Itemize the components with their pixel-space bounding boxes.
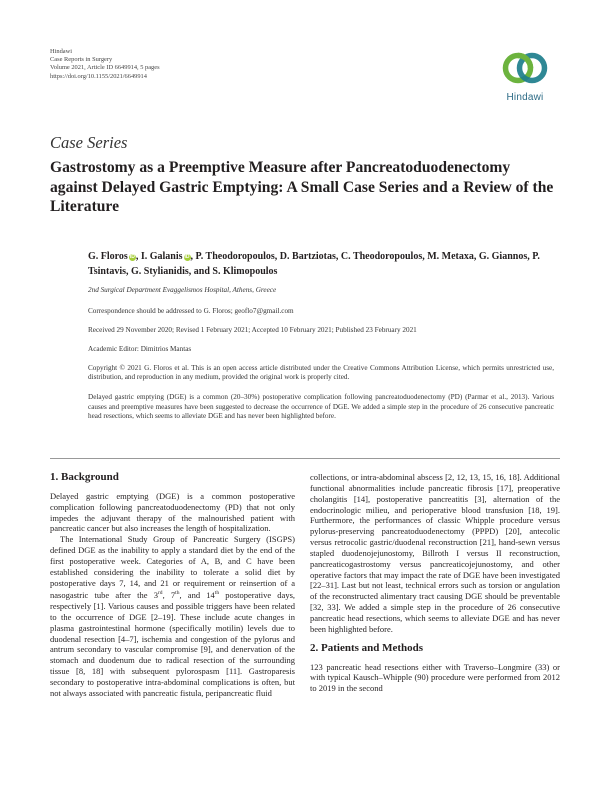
paragraph: Delayed gastric emptying (DGE) is a common postoperative complication following pancreatoduodenectomy (PD) that not only impedes the adjuvant therapy of the malnourished patient with pancreatic cancer but also increases the length of hospitalization. [50, 490, 295, 534]
journal-name: Case Reports in Surgery [50, 56, 113, 64]
correspondence: Correspondence should be addressed to G. Floros; geoflo7@gmail.com [88, 307, 294, 315]
paragraph [50, 534, 295, 698]
right-column [310, 472, 560, 694]
superscript: th [175, 590, 180, 597]
journal-meta [50, 48, 160, 81]
text-run: , and 14 [179, 590, 215, 601]
author-list [88, 250, 558, 279]
author-galanis[interactable]: , I. Galanis [135, 251, 183, 262]
text-run: , 7 [162, 590, 176, 601]
author-floros[interactable]: G. Floros [88, 251, 128, 262]
affiliation: 2nd Surgical Department Evaggelismos Hospital, Athens, Greece [88, 286, 277, 294]
orcid-icon[interactable]: iD [184, 254, 190, 260]
superscript: rd [157, 590, 163, 597]
hindawi-logo-icon [496, 48, 554, 92]
orcid-icon[interactable]: iD [129, 254, 135, 260]
academic-editor: Academic Editor: Dimitrios Mantas [88, 345, 192, 353]
publisher-name: Hindawi [50, 48, 73, 55]
publication-dates: Received 29 November 2020; Revised 1 February 2021; Accepted 10 February 2021; Published 23 February 2021 [88, 326, 417, 334]
article-title: Gastrostomy as a Preemptive Measure after Pancreatoduodenectomy against Delayed Gastric Emptying: A Small Case Series and a Review of the Literature [50, 159, 554, 215]
doi-link[interactable]: https://doi.org/10.1155/2021/6649914 [50, 72, 147, 80]
hindawi-logo[interactable] [496, 48, 554, 104]
section-heading-background: 1. Background [50, 471, 119, 483]
text-run: The International Study Group of Pancreatic Surgery (ISGPS) defined DGE as the inability to apply a standard diet by the end of the first postoperative week. Categories of A, B, and C have been established considering the inability to tolerate a solid diet by postoperative days 7, 14, and 21 or requirement or reinsertion of a nasogastric tube after the 3 [50, 534, 295, 601]
superscript: th [214, 590, 220, 597]
paragraph: 123 pancreatic head resections either with Traverso–Longmire (33) or with typical Kausch–Whipple (90) procedure were performed from 2012 to 2019 in the second [310, 661, 560, 694]
section-heading-methods: 2. Patients and Methods [310, 641, 424, 654]
logo-text: Hindawi [506, 92, 544, 103]
article-type: Case Series [50, 133, 128, 152]
abstract: Delayed gastric emptying (DGE) is a common (20–30%) postoperative complication following pancreatoduodenectomy (PD) (Parmar et al., 2013). Various causes and preemptive measures have been suggested to decrease the occurrence of DGE. We added a simple step in the procedure of 26 consecutive pancreatic head resections, which seems to alleviate DGE and has never been highlighted before. [88, 393, 554, 421]
left-column [50, 472, 295, 699]
copyright-notice: Copyright © 2021 G. Floros et al. This is an open access article distributed under the Creative Commons Attribution License, which permits unrestricted use, distribution, and reproduction in any medium, provided the original work is properly cited. [88, 364, 554, 382]
text-run: postoperative days, respectively [1]. Various causes and possible triggers have been related to the occurrence of DGE [2–19]. These include acute changes in plasma gastrointestinal hormone (specifically motilin) levels due to duodenal resection [4–7], ischemia and congestion of the pylorus and antrum secondary to vascular compromise [9], and denervation of the stomach and duodenum due to radical resection of the surrounding tissue [8, 18] with subsequent pylorospasm [11]. Gastroparesis secondary to postoperative intra-abdominal complications is often, but not always associated with pancreatic fistula, peripancreatic fluid [50, 590, 296, 698]
paragraph: collections, or intra-abdominal abscess [2, 12, 13, 15, 16, 18]. Additional functional abnormalities include pancreatic fibrosis [17], preoperative cholangitis [14], postoperative pancreatitis [3], alternation of the endocrinologic milieu, and perioperative blood transfusion [18, 19]. Furthermore, the performances of classic Whipple procedure versus pylorus-preserving pancreatoduodenectomy (PPPD) [20], antecolic versus retrocolic gastric/duodenal reconstruction [21], hand-sewn versus stapled duodenojejunostomy, Billroth I versus II reconstruction, pancreaticogastrostomy versus pancreaticojejunostomy, and other operative factors that may impact the rate of DGE have been investigated [22–31]. Last but not least, technical errors such as torsion or angulation of the reconstructed alimentary tract causing DGE should be preventable [32, 33]. We added a simple step in the procedure of 26 consecutive pancreatic head resections, which seems to alleviate DGE and has never been highlighted before. [310, 472, 560, 634]
volume-line: Volume 2021, Article ID 6649914, 5 pages [50, 64, 160, 72]
author-rest: , P. Theodoropoulos, D. Bartziotas, C. Theodoropoulos, M. Metaxa, G. Giannos, P. Tsintavis, G. Stylianidis, and S. Klimopoulos [88, 251, 540, 277]
divider [50, 458, 560, 459]
